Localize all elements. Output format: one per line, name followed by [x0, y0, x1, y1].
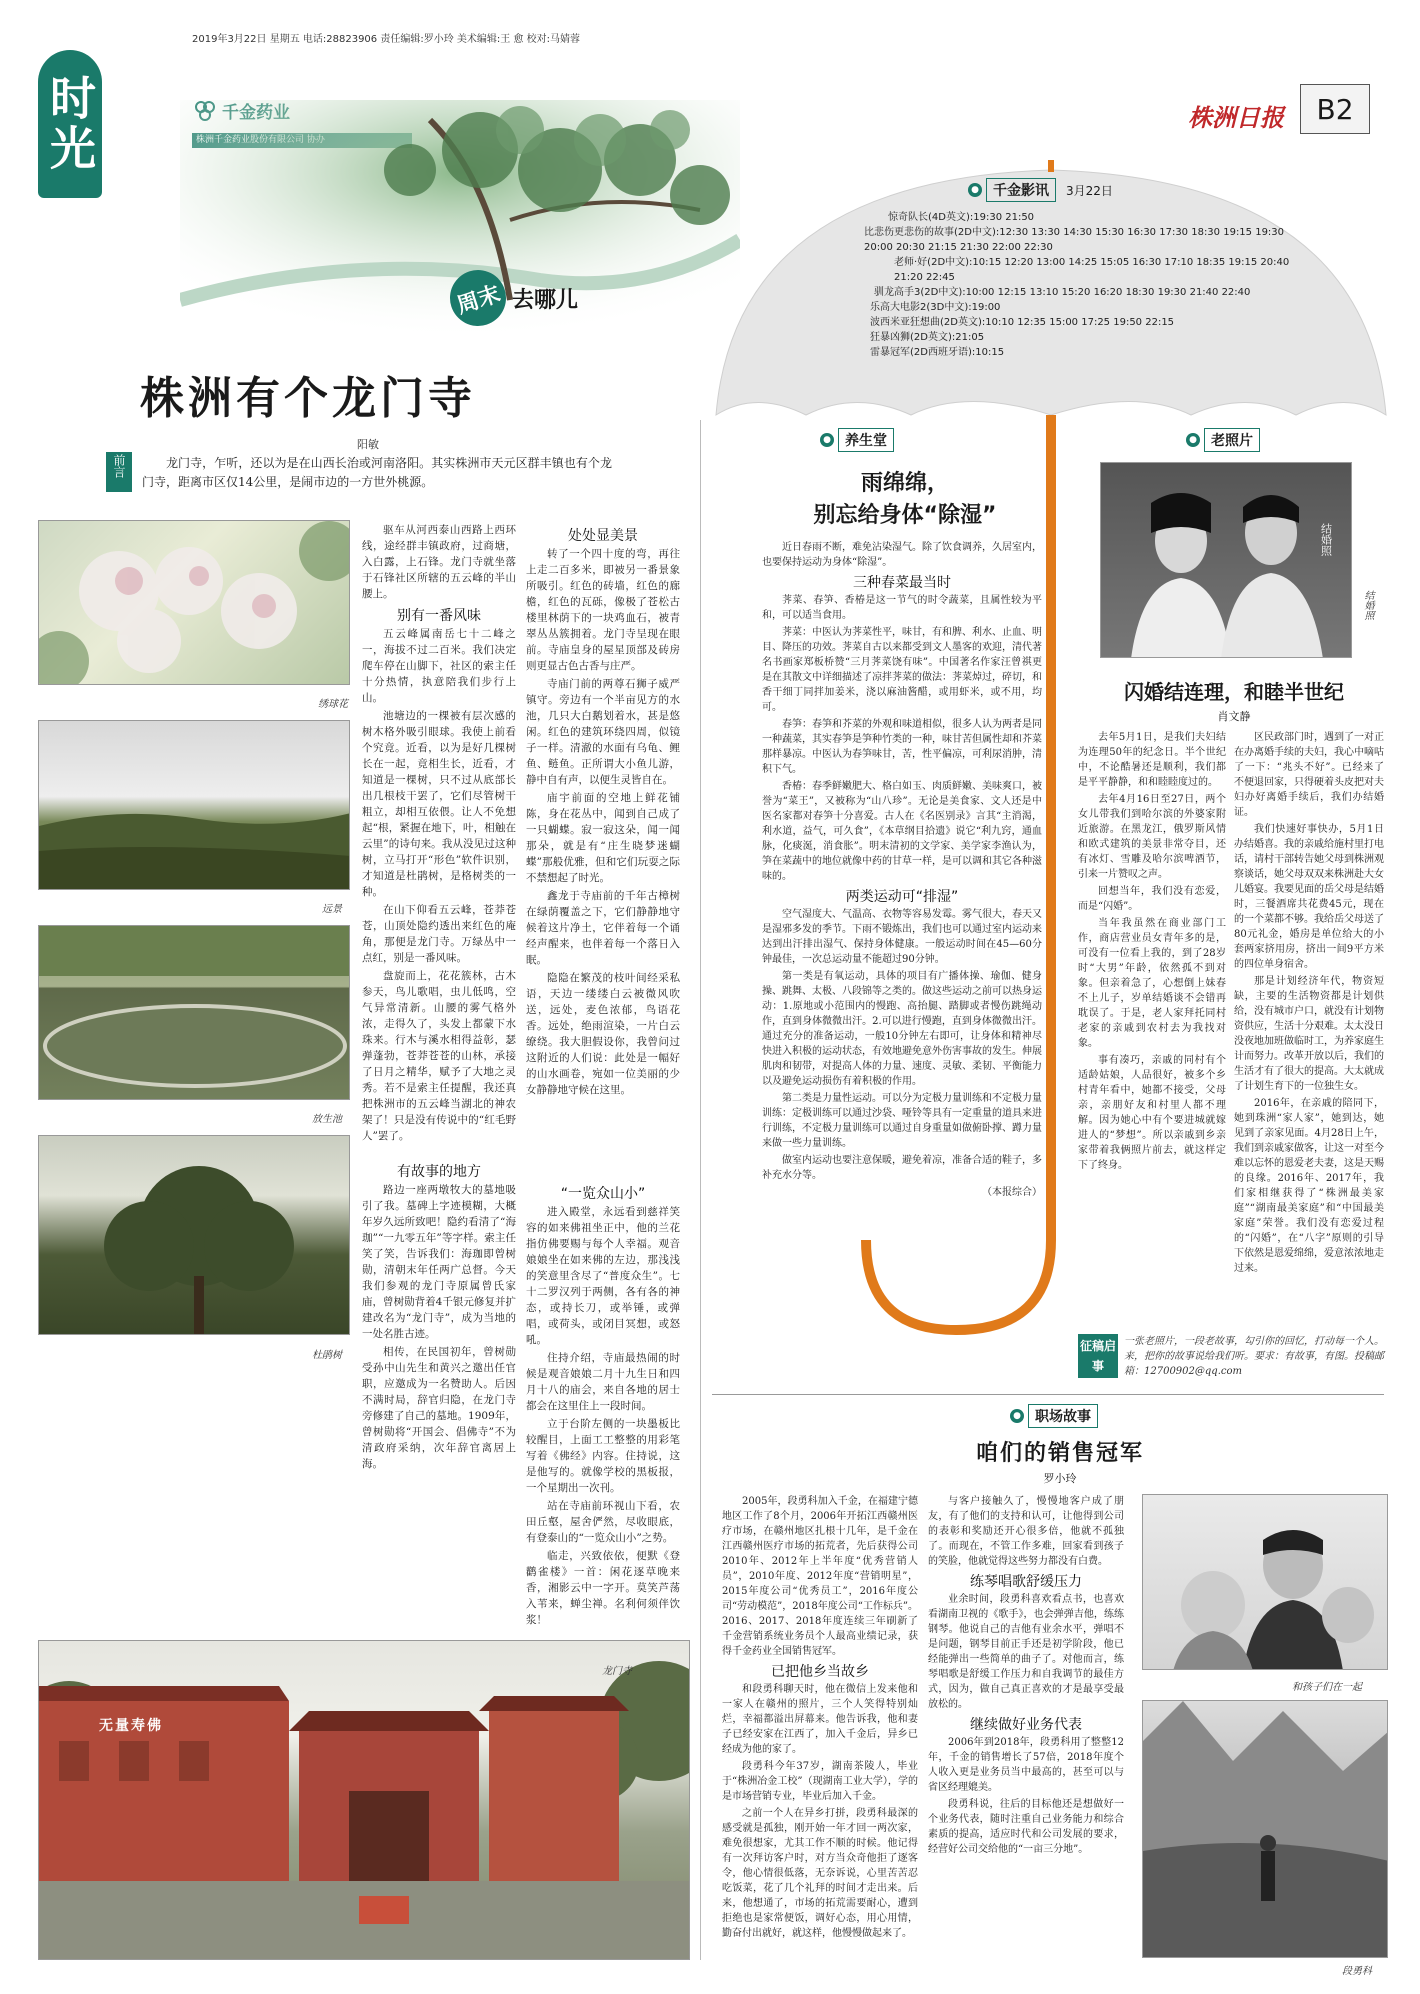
kicker-text: 去哪儿: [512, 288, 579, 313]
cinema-dot-icon: ●: [968, 183, 982, 197]
lead-text: 龙门寺，乍听，还以为是在山西长治或河南洛阳。其实株洲市天元区群丰镇也有个龙门寺，距离市区仅14公里，是闹市边的一方世外桃源。: [142, 456, 612, 489]
caption-duan-yongke: 段勇科: [1342, 1966, 1372, 1977]
kicker-circle: 周末: [443, 263, 514, 334]
photo-family: [1142, 1494, 1388, 1670]
caption-release-pond: 放生池: [312, 1114, 342, 1125]
career-rule: [712, 1394, 1384, 1395]
page-number: B2: [1300, 84, 1370, 134]
feature-col-4: “一览众山小” 进入殿堂，永远看到慈祥笑容的如来佛祖坐正中，他的兰花指仿佛要赐与每个人幸福。观音娘娘坐在如来佛的左边，那浅浅的笑意里含尽了“普度众生”。七十二罗汉列于两侧，各有各的神态，或持长刀，或举锤，或弹唱，或荷头，或闭目冥想，或怒吼。 住持介绍，寺庙最热闹的时候是观音娘娘二月十九生日和四月十八的庙会，来自各地的居士都会在这里住上一段时间。 立于台阶左侧的一块墨板比较醒目，上面工工整整的用彩笔写着《佛经》内容。住持说，这是他写的。就像学校的黑板报，一个星期出一次刊。 站在寺庙前环视山下看，农田丘壑，屋舍俨然，尽收眼底，有登泰山的“一览众山小”之势。 临走，兴致依依，便默《登鹳雀楼》一首：闲花逐草晚来香，湘影云中一字开。莫笑芦荡入苇来，蝉尘禅。名利何须伴饮浆！: [526, 1186, 680, 1626]
feature-col-2: 有故事的地方 路边一座两墩牧大的墓地吸引了我。墓碑上字迹模糊，大概年岁久远所致吧！隐约看清了“海珈”“一九零五年”等字样。索主任笑了笑，告诉我们：海珈即曾树勋，清朝末年任两广总督。今天我们参观的龙门寺原属曾氏家庙，曾树勋背着4千银元修复并扩建改名为“龙门寺”，成为当地的一处名胜古迹。 相传，在民国初年，曾树勋受孙中山先生和黄兴之邀出任官职，应邀成为一名赞助人。后因不满时局，辞官归隐，在龙门寺旁修建了自己的墓地。1909年，曾树勋将“开国会、倡佛寺”不为清政府采纳，次年辞官离居上海。: [362, 1164, 516, 1470]
career-col-2: 与客户接触久了，慢慢地客户成了朋友，有了他们的支持和认可，让他得到公司的表彰和奖励还开心很多倍，他就不孤独了。而现在，不管工作多难，回家看到孩子的笑脸，他就觉得这些努力都没有白费。 练琴唱歌舒缓压力 业余时间，段勇科喜欢看点书，也喜欢看湖南卫视的《歌手》，也会弹弹吉他，练练钢琴。他说自己的吉他有业余水平，弹唱不是问题，钢琴目前正手还是初学阶段，他已经能弹出一些简单的曲子了。对他而言，练琴唱歌是舒缓工作压力和自我调节的最佳方式，因为，做自己真正喜欢的才是最享受最放松的。 继续做好业务代表 2006年到2018年，段勇科用了整整12年，千金的销售增长了57倍，2018年度个人收入更是业务员当中最高的，甚至可以与省区经理媲美。 段勇科说，往后的目标他还是想做好一个业务代表，随时注重自己业务能力和综合素质的提高，适应时代和公司发展的要求，经营好公司交给他的“一亩三分地”。: [928, 1496, 1124, 1855]
health-dot-icon: ●: [820, 433, 834, 447]
career-dot-icon: ●: [1010, 1409, 1024, 1423]
caption-distant-view: 远景: [322, 904, 342, 915]
rule-feature: [700, 420, 701, 1960]
call-label: 征稿启事: [1078, 1334, 1118, 1378]
cinema-line: 波西米亚狂想曲(2D英文):10:10 12:35 15:00 17:25 19:50 22:15: [870, 317, 1175, 328]
caption-longmen-temple: 龙门寺: [602, 1666, 632, 1677]
cinema-line: 驯龙高手3(2D中文):10:00 12:15 13:10 15:20 16:20 18:30 19:30 21:40 22:40: [874, 287, 1251, 298]
health-label: ● 养生堂: [820, 428, 894, 452]
cinema-line: 狂暴凶狮(2D英文):21:05: [870, 332, 985, 343]
photo-longmen-temple: [38, 1640, 690, 1960]
oldphoto-col-1: 去年5月1日，是我们夫妇结为连理50年的纪念日。半个世纪中，不论酷暑还是顺利，我们都是平平静静，和和睦睦度过的。 去年4月16日至27日，两个女儿带我们到哈尔滨的外婆家附近旅游。在黑龙江，俄罗斯风情和欧式建筑的美景非常夺目，还有冰灯、雪雕及哈尔滨啤酒节，引来一片赞叹之声。 回想当年，我们没有恋爱，而是“闪婚”。 当年我虽然在商业部门工作，商店营业员女青年多的是，可没有一位看上我的，到了28岁时“大男”年龄，依然孤不到对象。但亲着急了，心想倒上妹春不上儿子，岁单结婚谈不会错再耽误了。于是，老人家拜托同村老家的亲戚到农村去为我找对象。 事有凑巧，亲戚的同村有个适龄姑娘，人品很好，被多个乡村青年看中，她都不接受，父母亲，亲朋好友和村里人都不理解。因为她心中有个要进城就嫁进人的“梦想”。所以亲戚到乡亲家带着我俩照片前去，就这样定下了终身。: [1078, 732, 1226, 1171]
career-label: ● 职场故事: [1010, 1404, 1098, 1428]
section-badge: [38, 50, 102, 198]
health-title: 雨绵绵， 别忘给身体“除湿”: [813, 471, 997, 528]
career-author: 罗小玲: [1043, 1472, 1077, 1485]
temple-sign: 无量寿佛: [99, 1718, 163, 1734]
svg-text:结婚照: 结婚照: [1319, 523, 1333, 556]
health-body-left: 近日春雨不断，难免沾染湿气。除了饮食调养，久居室内，也要保持运动为身体“除湿”。 三种春菜最当时 荠菜、春笋、香椿是这一节气的时令蔬菜，且属性较为平和，可以适当食用。 荠菜：中医认为荠菜性平，味甘，有和脾、利水、止血、明目、降压的功效。荠菜自古以来都受到文人墨客的欢迎，清代著名书画家郑板桥赞“三月荠菜饶有味”。中国著名作家汪曾祺更是在其散文中详细描述了凉拌荠菜的做法：荠菜焯过，碎切，和香干细丁同拌加姜米，浇以麻油酱醋，或用虾米，或不用，均可。 春笋：春笋和芥菜的外观和味道相似，很多人认为两者是同一种蔬菜，其实春笋是笋种竹类的一种，味甘苦但属性却和芥菜那样暴凉。中医认为春笋味甘，苦，性平偏凉，可利尿消肿，清积下气。 香椿：春季鲜嫩肥大、格白如玉、肉质鲜嫩、美味爽口，被誉为“菜王”，又被称为“山八珍”。无论是美食家、文人还是中医名家都对春笋十分喜爱。古人在《名医别录》言其“主消渴，利水道，益气，可久食”，《本草纲目拾遗》说它“利九窍，通血脉，化痰涎，消食胀”。明末清初的文学家、美学家李渔认为，笋在菜蔬中的地位就像中药的甘草一样，是可以调和其它各种滋味的。 两类运动可“排湿” 空气湿度大、气温高、衣物等容易发霉。雾气很大，春天又是湿邪多发的季节。下雨不锻炼出，我们也可以通过室内运动来达到出汗排出湿气、保持身体健康。一般运动时间在45—60分钟最佳，一次总运动量不能超过90分钟。 第一类是有氧运动，具体的项目有广播体操、瑜伽、健身操、跳舞、太极、八段锦等之类的。做这些运动之前可以热身运动：1.原地或小范围内的慢跑、高抬腿、踏脚或者慢伤跳绳动作，直到身体微微出汗。2.可以进行慢跑，直到身体微微出汗。通过充分的准备运动，一般10分钟左右即可，让身体和精神尽快进入积极的运动状态，有效地避免意外伤害事故的发生。伸展肌肉和韧带，对提高人体的力量、速度、灵敏、柔韧、平衡能力以及避免运动损伤有着积极的作用。 第二类是力量性运动。可以分为定极力量训练和不定极力量训练：定极训练可以通过沙袋、哑铃等具有一定重量的道具来进行训练，不定极力量训练可以通过自身重量如做俯卧撑、蹲力量来做一些力量训练。 做室内运动也要注意保暖，避免着凉，准备合适的鞋子，多补充水分等。 （本报综合）: [762, 542, 1042, 1198]
cinema-line: 乐高大电影2(3D中文):19:00: [870, 302, 1001, 313]
lead-label: 前言: [106, 452, 132, 492]
oldphoto-title: 闪婚结连理，和睦半世纪: [1124, 680, 1344, 704]
photo-release-pond: [38, 925, 350, 1100]
career-title: 咱们的销售冠军: [975, 1441, 1144, 1466]
photo-duan-yongke: [1142, 1700, 1388, 1958]
oldphoto-dot-icon: ●: [1186, 433, 1200, 447]
caption-hydrangea: 绣球花: [318, 699, 348, 710]
photo-distant-view: [38, 720, 350, 890]
photo-hydrangea: [38, 520, 350, 685]
feature-col-1: 驱车从河西泰山西路上西环线，途经群丰镇政府，过商塘，入白露，上石锋。龙门寺就坐落于石锋社区所辖的五云峰的半山腰上。 别有一番风味 五云峰属南岳七十二峰之一，海拔不过二百米。我们决定爬车停在山脚下，社区的索主任十分热情，执意陪我们步行上山。 池塘边的一棵被有层次感的树木格外吸引眼球。我使上前看个究竟。近看，以为是好几棵树长在一起，竟相生长，近看，才知道是一棵树，只不过从底部长出几根枝干罢了，它们尽管树干粗立，却相互依偎。让人不免想起“根，紧握在地下，叶，相触在云里”的诗句来。我从没见过这种树，立马打开“形色”软件识别，才知道是杜鹃树，是格树类的一种。 在山下仰看五云峰，苍莽苍苍，山顶处隐约透出来红色的庵角，那便是龙门寺。万绿丛中一点红，别是一番风味。 盘旋而上，花花簇林，古木参天，鸟儿歌唱，虫儿低鸣，空气异常清新。山腰的雾气格外浓，走得久了，头发上都蒙下水珠来。行木与溪水相得益彰，瑟弹蓬勃，苍莽苍苍的山林，承接了日月之精华，赋予了大地之灵秀。若不是索主任提醒，我还真把株洲市的五云峰当湖北的神农架了！只是没有传说中的“红毛野人”罢了。: [362, 524, 516, 1142]
oldphoto-author: 肖文静: [1217, 710, 1251, 723]
cinema-label: ● 千金影讯 3月22日: [968, 178, 1113, 202]
newspaper-masthead: 株洲日报: [1188, 103, 1284, 132]
section-title: 时光: [43, 74, 97, 174]
caption-wedding: 结婚照: [1362, 590, 1373, 620]
feature-title: 株洲有个龙门寺: [140, 373, 476, 424]
cinema-line: 老师·好(2D中文):10:15 12:20 13:00 14:25 15:05 16:30 17:10 18:35 19:15 20:40 21:20 22:45: [894, 257, 1290, 283]
cinema-line: 雷暴冠军(2D西班牙语):10:15: [870, 347, 1005, 358]
feature-byline: 阳敏: [357, 438, 379, 451]
call-text: 一张老照片，一段老故事，勾引你的回忆，打动每一个人。来，把你的故事说给我们听。要求：有故事，有图。投稿邮箱：12700902@qq.com: [1124, 1336, 1384, 1377]
career-col-1: 2005年，段勇科加入千金，在福建宁德地区工作了8个月，2006年开拓江西赣州医疗市场，在赣州地区扎根十几年，是千金在江西赣州医疗市场的拓荒者，先后获得公司2010年、2012年上半年度“优秀营销人员”，2010年度、2012年度“营销明星”，2015年度公司“优秀员工”，2016年度公司“劳动模范”，2018年度公司“工作标兵”。2016、2017、2018年度连续三年刷新了千金营销系统业务员个人最高业绩记录，获得千金药业全国销售冠军。 已把他乡当故乡 和段勇科聊天时，他在微信上发来他和一家人在赣州的照片，三个人笑得特别灿烂，幸福都溢出屏幕来。他告诉我，他和妻子已经安家在江西了，加入千金后，异乡已经成为他的家了。 段勇科今年37岁，湖南茶陵人，毕业于“株洲冶金工校”（现湖南工业大学），学的是市场营销专业，毕业后加入千金。 之前一个人在异乡打拼，段勇科最深的感受就是孤独，刚开始一年才回一两次家，难免很想家，尤其工作不顺的时候。他记得有一次拜访客户时，对方当众奇他拒了逐客令，他心情很低落，无奈诉说，心里苦苦忍吃饭菜，花了几个礼拜的时间才走出来。后来，他想通了，市场的拓荒需要耐心，遭到拒绝也是家常便饭，调好心态，用心用情，勤奋付出就好，就这样，他慢慢做起来了。: [722, 1496, 918, 1939]
feature-col-3: 处处显美景 转了一个四十度的弯，再往上走二百多米，即被另一番景象所吸引。红色的砖墙，红色的廊檐，红色的瓦砾，像极了苍松古楼里林荫下的一块鸡血石，被青翠丛丛簇拥着。龙门寺呈现在眼前。寺庙皇身的屋星顶部及砖房则更显古色古香与庄严。 寺庙门前的两尊石狮子威严镇守。旁边有一个半亩见方的水池，几只大白鹅划着水，甚是悠闲。红色的建筑环绕四周，似镜子一样。清澈的水面有乌龟、鲤鱼、鲢鱼。正所谓大小鱼儿游，静中自有声，以便生灵皆自在。 庙宇前面的空地上鲜花铺陈，身在花丛中，闻到自己成了一只蝴蝶。寂一寂这朵，闻一闻那朵，就是有“庄生晓梦迷蝴蝶”那般优雅，但和它们玩耍之际不禁想起了时光。 鑫龙于寺庙前的千年古樟树在绿荫覆盖之下，它们静静地守候着这片净土，它伴着每一个诵经声醒来，也伴着每一个落日入眠。 隐隐在繁茂的枝叶间经采私语，天边一缕缕白云被微风吹送，远处，麦色浓郁，鸟语花香。远处，绝雨渲染，一片白云缭绕。我大胆假设你，我曾问过这附近的人们说：此处是一幅好的山水画卷，宛如一位美丽的少女静静地守候在这里。: [526, 528, 680, 1096]
caption-family: 和孩子们在一起: [1292, 1682, 1362, 1693]
oldphoto-label: ● 老照片: [1186, 428, 1260, 452]
cinema-line: 比悲伤更悲伤的故事(2D中文):12:30 13:30 14:30 15:30 16:30 17:30 18:30 19:15 19:30 20:00 20:30 21:15 21:30 22:00 22:30: [864, 227, 1285, 253]
cinema-line: 惊奇队长(4D英文):19:30 21:50: [888, 212, 1035, 223]
cinema-listings: [800, 210, 1300, 360]
photo-azalea-tree: [38, 1135, 350, 1335]
header-info: 2019年3月22日 星期五 电话:28823906 责任编辑:罗小玲 美术编辑:王 愈 校对:马婧蓉: [192, 34, 580, 45]
photo-wedding: [1100, 462, 1352, 658]
caption-azalea-tree: 杜鹃树: [312, 1350, 342, 1361]
oldphoto-col-2: 区民政部门时，遇到了一对正在办离婚手续的夫妇，我心中嘀咕了一下：“兆头不好”。已经来了不便退回家，只得硬着头皮把对夫妇办好离婚手续后，我们办结婚证。 我们快速好事快办，5月1日办结婚喜。我的亲戚给施村里打电话，请村干部转告她父母到株洲观察谈话，她父母双双来株洲赴大女儿婚宴。我要见面的岳父母是结婚时，三餐酒席共花费45元，现在的一个菜都不够。我给岳父母送了80元礼金，婚房是单位给大的小套两家挤用房，挤出一间9平方米的四位单身宿舍。 那是计划经济年代，物资短缺，主要的生活物资都是计划供给，没有城市户口，就没有计划物资供应，生活十分艰难。太太没日没夜地加班做临时工，为养家庭生计而努力。改革开放以后，我们的生活才有了很大的提高。大太就成了计划生育下的一位独生女。 2016年，在亲戚的陪同下，她到珠洲“家人家”，她到达，她见到了亲家见面。4月28日上午，我们到亲戚家做客，让这一对至今难以忘怀的恩爱老夫妻，这是天赐的良缘。2016年、2017年，我们家相继获得了“株洲最美家庭”“湖南最美家庭”和“中国最美家庭”荣誉。我们没有恋爱过程的“闪婚”，在“八字”原则的引导下依然是恩爱绵绵，爱意浓浓地走过来。: [1234, 732, 1384, 1274]
